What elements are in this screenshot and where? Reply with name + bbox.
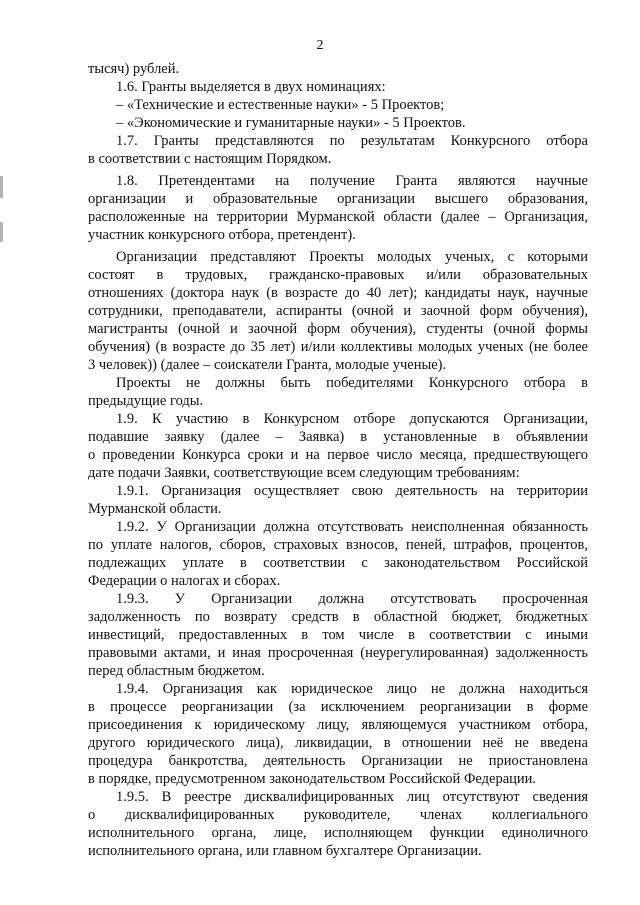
text-line: 1.9. К участию в Конкурсном отборе допускаются Организации,: [116, 411, 588, 427]
text-line: правовыми актами, и иная просроченная (неурегулированная) задолженность: [88, 645, 588, 661]
text-line: обучения) (в возрасте до 35 лет) и/или коллективы молодых ученых (не более: [88, 339, 588, 355]
text-line: о проведении Конкурса сроки и на первое число месяца, предшествующего: [88, 447, 588, 463]
text-line: присоединения к юридическому лицу, являющемуся участником отбора,: [88, 717, 588, 733]
text-line: инвестиций, предоставленных в том числе в соответствии с иными: [88, 627, 588, 643]
text-line: 1.7. Гранты представляются по результатам Конкурсного отбора: [116, 133, 588, 149]
text-line: 1.6. Гранты выделяется в двух номинациях:: [116, 79, 386, 95]
text-line: отношениях (доктора наук (в возрасте до 40 лет); кандидаты наук, научные: [88, 285, 588, 301]
text-line: Мурманской области.: [88, 501, 222, 517]
text-line: магистранты (очной и заочной форм обучения), студенты (очной формы: [88, 321, 588, 337]
text-line: в процессе реорганизации (за исключением реорганизации в форме: [88, 699, 588, 715]
text-line: в соответствии с настоящим Порядком.: [88, 151, 332, 167]
text-line: по уплате налогов, сборов, страховых взносов, пеней, штрафов, процентов,: [88, 537, 588, 553]
text-line: 3 человек)) (далее – соискатели Гранта, молодые ученые).: [88, 357, 447, 373]
text-line: организации и образовательные организации высшего образования,: [88, 191, 588, 207]
page-number: 2: [316, 38, 324, 53]
text-line: тысяч) рублей.: [88, 61, 180, 77]
text-line: расположенные на территории Мурманской области (далее – Организация,: [88, 209, 588, 225]
text-line: сотрудники, преподаватели, аспиранты (очной и заочной форм обучения),: [88, 303, 588, 319]
text-line: в порядке, предусмотренном законодательством Российской Федерации.: [88, 771, 537, 787]
text-line: о дисквалифицированных руководителе, членах коллегиального: [88, 807, 588, 823]
text-line: 1.9.5. В реестре дисквалифицированных лиц отсутствуют сведения: [116, 789, 588, 805]
text-line: дате подачи Заявки, соответствующие всем следующим требованиям:: [88, 465, 520, 481]
text-line: состоят в трудовых, гражданско-правовых и/или образовательных: [88, 267, 588, 283]
text-line: исполнительного органа, или главном бухгалтере Организации.: [88, 843, 482, 859]
text-line: 1.9.4. Организация как юридическое лицо не должна находиться: [116, 681, 588, 697]
scan-margin-mark: [0, 176, 3, 198]
text-line: задолженность по возврату средств в областной бюджет, бюджетных: [88, 609, 588, 625]
text-line: подавшие заявку (далее – Заявка) в установленные в объявлении: [88, 429, 588, 445]
text-line: перед областным бюджетом.: [88, 663, 265, 679]
list-item: – «Экономические и гуманитарные науки» - 5 Проектов.: [116, 115, 466, 131]
text-line: участник конкурсного отбора, претендент).: [88, 227, 356, 243]
text-line: Проекты не должны быть победителями Конкурсного отбора в: [116, 375, 588, 391]
text-line: процедура банкротства, деятельность Организации не приостановлена: [88, 753, 588, 769]
text-line: другого юридического лица), ликвидации, в отношении неё не введена: [88, 735, 588, 751]
text-line: Организации представляют Проекты молодых ученых, с которыми: [116, 249, 588, 265]
text-line: подлежащих уплате в соответствии с законодательством Российской: [88, 555, 588, 571]
text-line: Федерации о налогах и сборах.: [88, 573, 281, 589]
text-line: исполнительного органа, лице, исполняющем функции единоличного: [88, 825, 588, 841]
scan-margin-mark: [0, 222, 3, 242]
list-item: – «Технические и естественные науки» - 5 Проектов;: [116, 97, 445, 113]
text-line: 1.9.3. У Организации должна отсутствовать просроченная: [116, 591, 588, 607]
text-line: 1.8. Претендентами на получение Гранта являются научные: [116, 173, 588, 189]
text-line: 1.9.1. Организация осуществляет свою деятельность на территории: [116, 483, 588, 499]
text-line: предыдущие годы.: [88, 393, 204, 409]
text-line: 1.9.2. У Организации должна отсутствовать неисполненная обязанность: [116, 519, 588, 535]
